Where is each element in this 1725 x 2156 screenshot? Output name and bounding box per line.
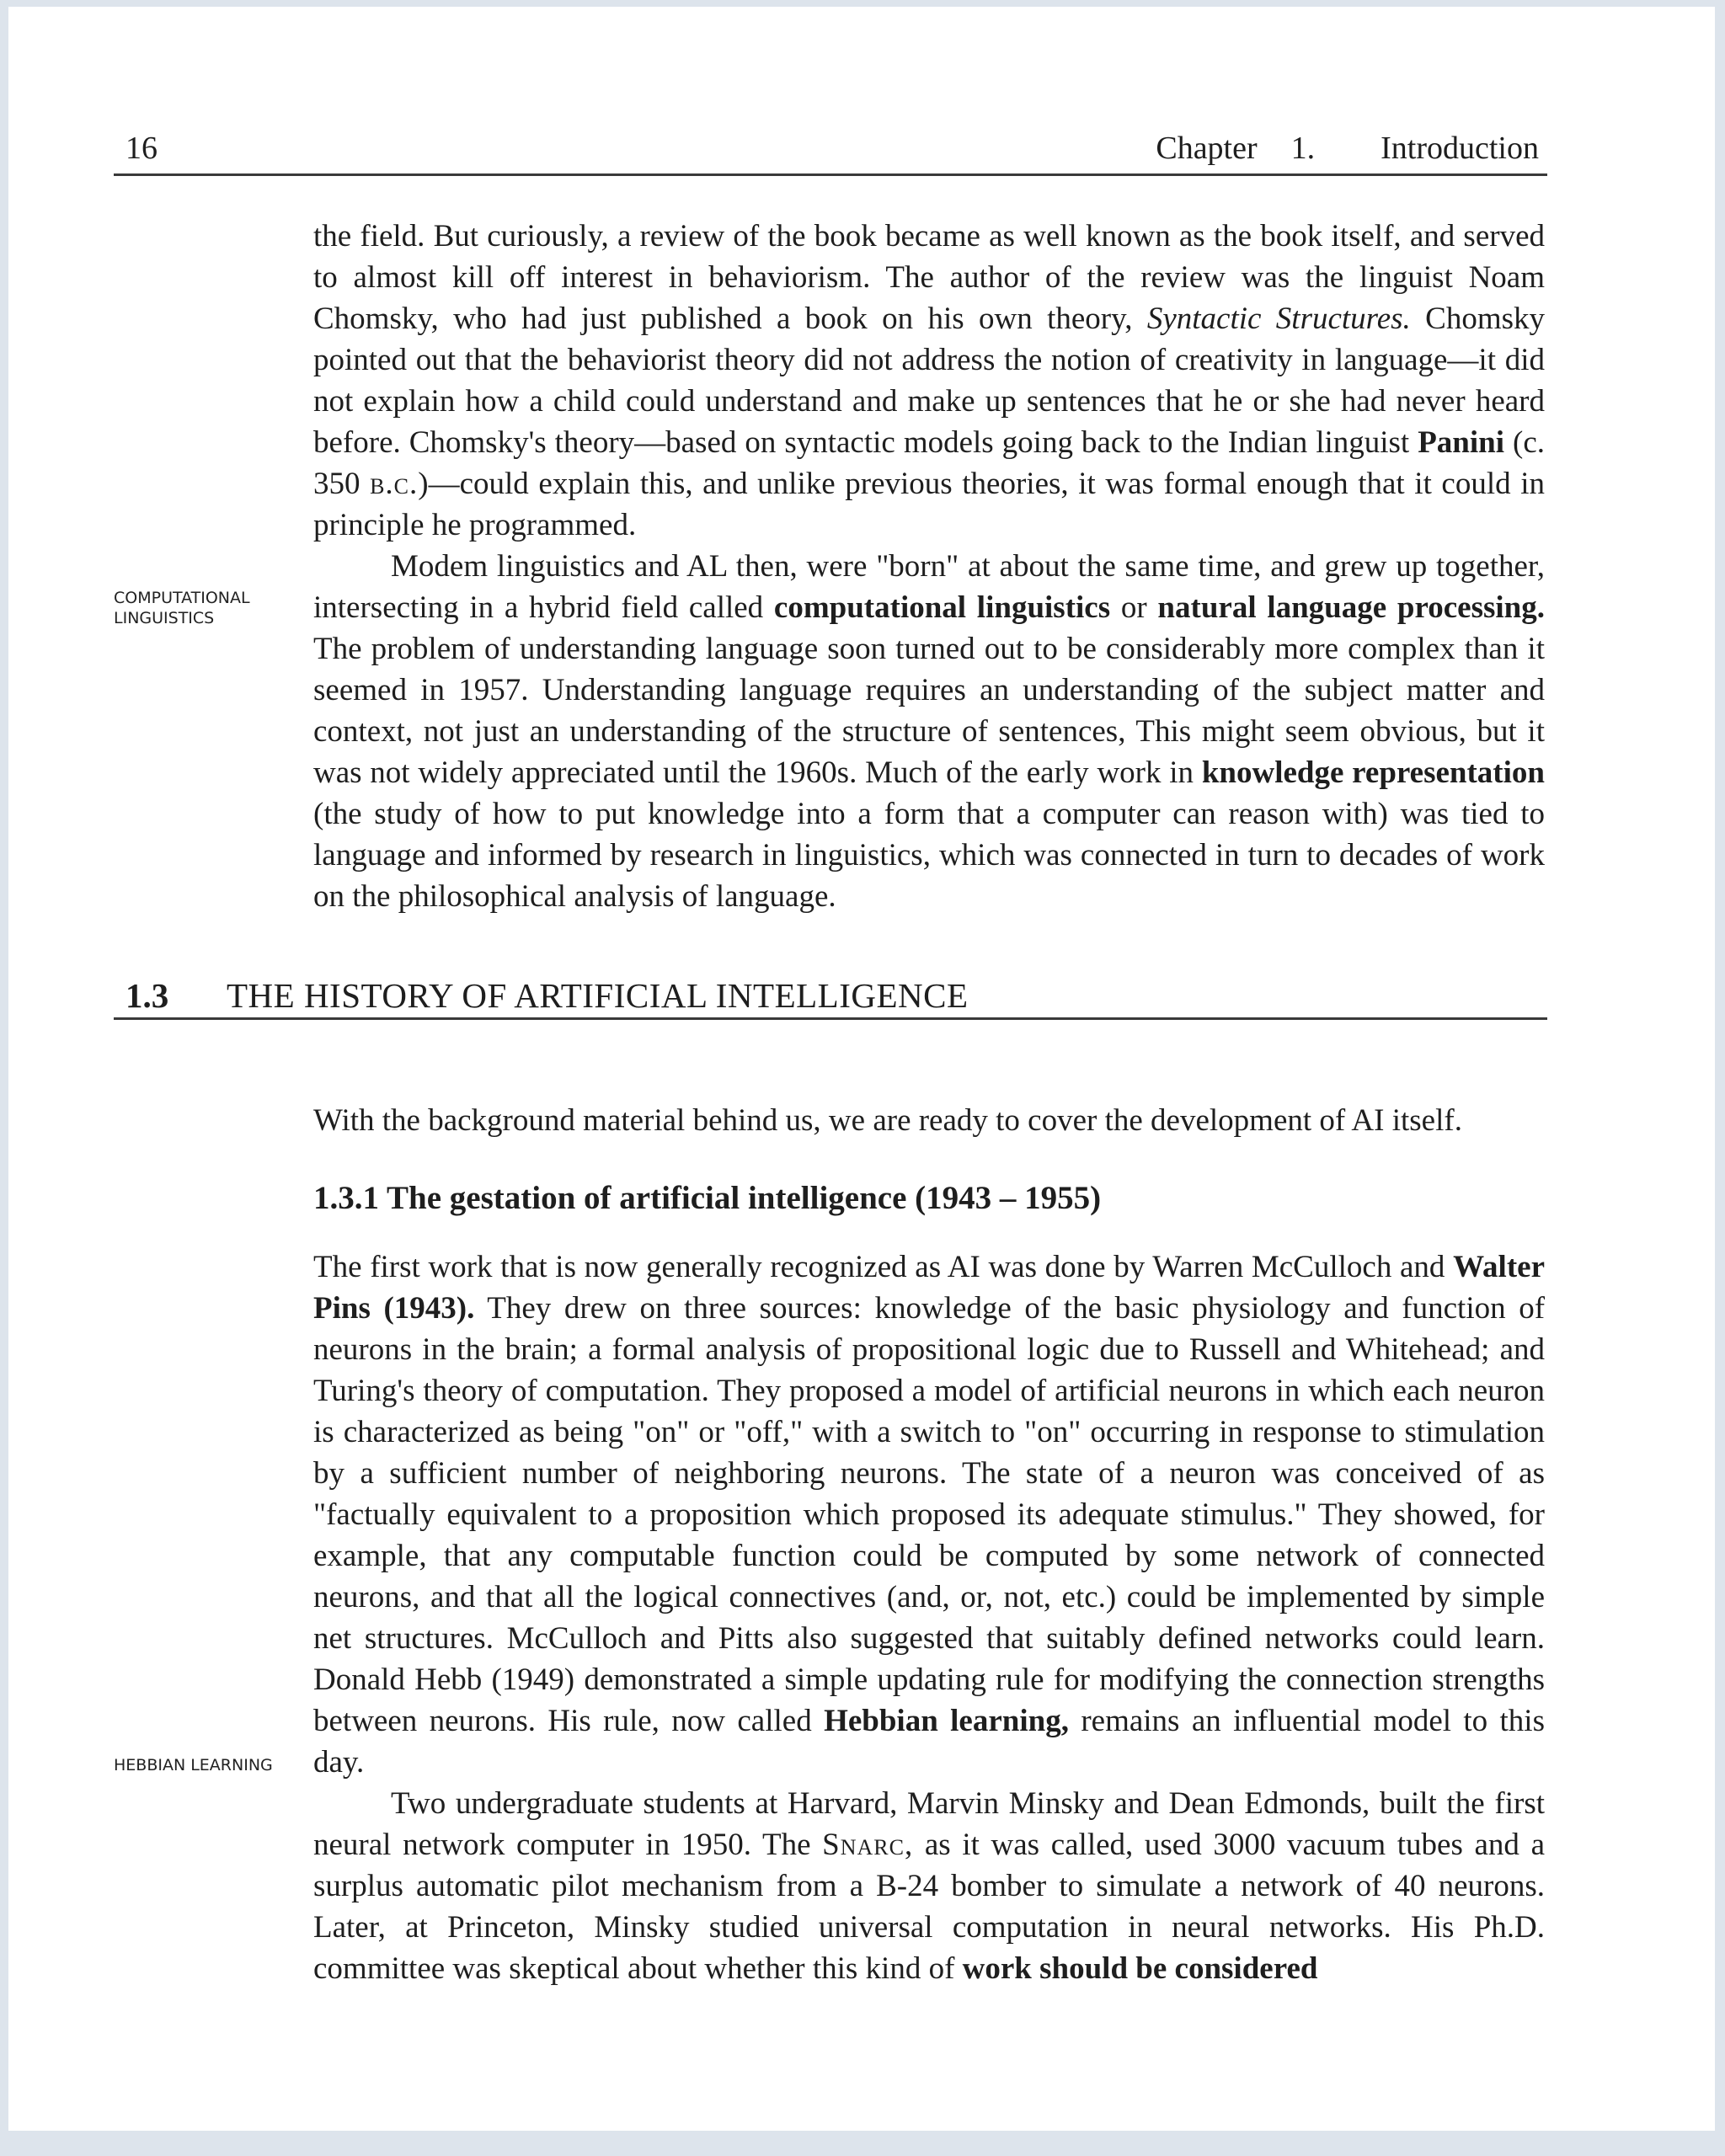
paragraph-chomsky: the field. But curiously, a review of the book became as well known as the book itself, and served to almost kill off interest in behaviorism. The author of the review was the linguist Noam Chomsky, who had just published a book on his own theory, Syntactic Structures. Chomsky pointed out that the behaviorist theory did not address the notion of creativity in language—it did not explain how a child could understand and make up sentences that he or she had never heard before. Chomsky's theory—based on syntactic models going back to the Indian linguist Panini (c. 350 b.c.)—could explain this, and unlike previous theories, it was formal enough that it could in principle he programmed. (313, 219, 1546, 542)
subsection-title: 1.3.1 The gestation of artificial intelligence (1943 – 1955) (313, 1180, 1102, 1216)
paragraph-computational-linguistics: Modem linguistics and AL then, were "born" at about the same time, and grew up together, intersecting in a hybrid field called computational linguistics or natural language processing. The problem of understanding language soon turned out to be considerably more complex than it seemed in 1957. Understanding language requires an understanding of the subject matter and context, not just an understanding of the structure of sentences, This might seem obvious, but it was not widely appreciated until the 1960s. Much of the early work in knowledge representation (the study of how to put knowledge into a form that a computer can reason with) was tied to language and informed by research in linguistics, which was connected in turn to decades of work on the philosophical analysis of language. (313, 549, 1545, 914)
term-computational-linguistics: computational linguistics (773, 590, 1111, 625)
book-title: Syntactic Structures. (1146, 302, 1411, 336)
term-natural-language-processing: natural language processing. (1157, 590, 1545, 625)
chapter-title: Introduction (1381, 131, 1539, 166)
term-hebbian-learning: Hebbian learning, (824, 1704, 1069, 1738)
chapter-heading (1134, 130, 1539, 167)
intro-text (313, 216, 1545, 917)
book-page (8, 7, 1715, 2131)
snarc-name: Snarc, (822, 1828, 914, 1862)
chapter-label: Chapter (1156, 131, 1258, 166)
gestation-text (313, 1246, 1545, 1989)
term-knowledge-representation: knowledge representation (1201, 755, 1545, 790)
section-number: 1.3 (126, 976, 169, 1015)
paragraph-snarc: Two undergraduate students at Harvard, Marvin Minsky and Dean Edmonds, built the first neural network computer in 1950. The Snarc, as it was called, used 3000 vacuum tubes and a surplus automatic pilot mechanism from a B-24 bomber to simulate a network of 40 neurons. Later, at Princeton, Minsky studied universal computation in neural networks. His Ph.D. committee was skeptical about whether this kind of work should be considered (313, 1786, 1545, 1986)
margin-note-hebbian-learning: HEBBIAN LEARNING (114, 1756, 273, 1774)
section-lead: With the background material behind us, we are ready to cover the development of AI itself. (313, 1103, 1462, 1138)
running-header (114, 126, 1547, 176)
section-title: THE HISTORY OF ARTIFICIAL INTELLIGENCE (227, 976, 969, 1015)
section-heading (114, 975, 1547, 1020)
page-number: 16 (126, 131, 158, 166)
paragraph-mcculloch-pitts: The first work that is now generally recognized as AI was done by Warren McCulloch and Walter Pins (1943). They drew on three sources: knowledge of the basic physiology and function of neurons in the brain; a formal analysis of propositional logic due to Russell and Whitehead; and Turing's theory of computation. They proposed a model of artificial neurons in which each neuron is characterized as being "on" or "off," with a switch to "on" occurring in response to stimulation by a sufficient number of neighboring neurons. The state of a neuron was conceived of as "factually equivalent to a proposition which proposed its adequate stimulus." They showed, for example, that any computable function could be computed by some network of connected neurons, and that all the logical connectives (and, or, not, etc.) could be implemented by simple net structures. McCulloch and Pitts also suggested that suitably defined networks could learn. Donald Hebb (1949) demonstrated a simple updating rule for modifying the connection strengths between neurons. His rule, now called Hebbian learning, remains an influential model to this day. (313, 1250, 1546, 1780)
chapter-number: 1. (1290, 131, 1316, 166)
margin-note-computational-linguistics: COMPUTATIONAL LINGUISTICS (114, 589, 250, 627)
